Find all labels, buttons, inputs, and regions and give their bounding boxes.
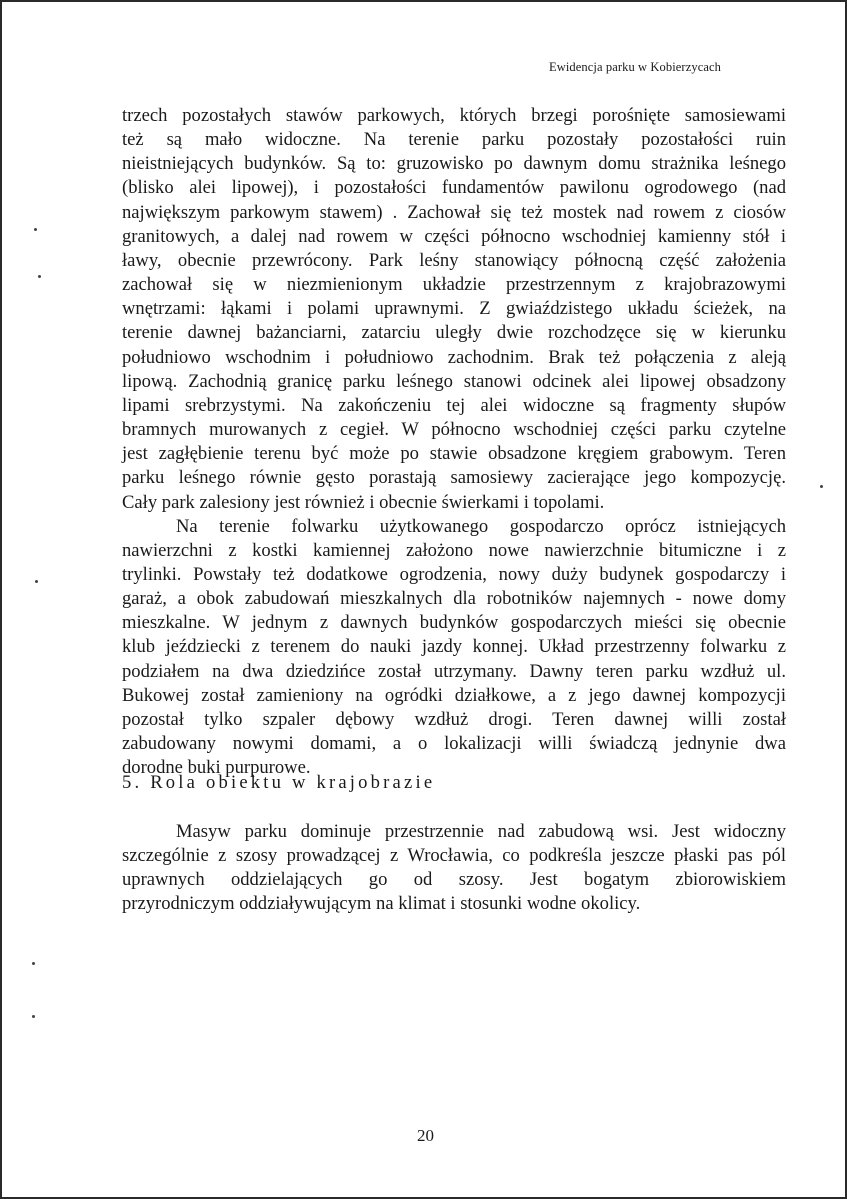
section-heading: 5. Rola obiektu w krajobrazie (122, 772, 436, 793)
text-line: trylinki. Powstały też dodatkowe ogrodzenia, nowy duży budynek gospodarczy i (122, 563, 786, 585)
text-line: dorodne buki purpurowe. (122, 757, 311, 779)
text-line: Masyw parku dominuje przestrzennie nad zabudową wsi. Jest widoczny (176, 821, 786, 842)
running-header: Ewidencja parku w Kobierzycach (548, 60, 721, 74)
text-line: uprawnych oddzielających go od szosy. Jest bogatym zbiorowiskiem (122, 869, 786, 891)
page-number: 20 (417, 1126, 434, 1145)
text-line: bramnych murowanych z cegieł. W północno wschodniej części parku czytelne (122, 419, 786, 441)
text-line: (blisko alei lipowej), i pozostałości fundamentów pawilonu ogrodowego (nad (122, 177, 786, 199)
text-line: podziałem na dwa dziedzińce został utrzymany. Dawny teren parku wzdłuż ul. (122, 660, 786, 682)
scan-speck (32, 962, 35, 965)
section-body (122, 820, 786, 917)
text-line: jest zagłębienie terenu być może po stawie obsadzone kręgiem grabowym. Teren (122, 443, 786, 465)
text-line: terenie dawnej bażanciarni, zatarciu uległy dwie rozchodzęce się w kierunku (122, 322, 786, 344)
scan-speck (34, 228, 37, 231)
text-line: pozostał tylko szpaler dębowy wzdłuż drogi. Teren dawnej willi został (122, 708, 786, 730)
scan-speck (32, 1015, 35, 1018)
text-line: trzech pozostałych stawów parkowych, których brzegi porośnięte samosiewami (122, 105, 786, 126)
text-line: Bukowej został zamieniony na ogródki działkowe, a z jego dawnej kompozycji (122, 684, 786, 706)
text-line: nawierzchni z kostki kamiennej założono nowe nawierzchnie bitumiczne i z (122, 539, 786, 561)
text-line: granitowych, a dalej nad rowem w części północno wschodniej kamienny stół i (122, 225, 786, 247)
scan-speck (820, 485, 823, 488)
scan-speck (38, 275, 41, 278)
text-line: klub jeździecki z terenem do nauki jazdy konnej. Układ przestrzenny folwarku z (122, 636, 786, 658)
text-line: garaż, a obok zabudowań mieszkalnych dla robotników najemnych - nowe domy (122, 588, 786, 610)
text-line: nieistniejących budynków. Są to: gruzowisko po dawnym domu strażnika leśnego (122, 153, 786, 175)
scan-speck (35, 580, 38, 583)
text-line: mieszkalne. W jednym z dawnych budynków gospodarczych mieści się obecnie (122, 612, 786, 634)
text-line: lipową. Zachodnią granicę parku leśnego stanowi odcinek alei lipowej obsadzony (122, 370, 786, 392)
text-line: lipami srebrzystymi. Na zakończeniu tej alei widoczne są fragmenty słupów (122, 394, 786, 416)
text-line: największym parkowym stawem) . Zachował się też mostek nad rowem z ciosów (122, 201, 786, 223)
text-line: wnętrzami: łąkami i polami uprawnymi. Z gwiaździstego układu ścieżek, na (122, 298, 786, 320)
text-line: zachował się w niezmienionym układzie przestrzennym z krajobrazowymi (122, 274, 786, 296)
text-line: parku leśnego równie gęsto porastają samosiewy zacierające jego kompozycję. (122, 467, 786, 489)
text-line: Na terenie folwarku użytkowanego gospodarczo oprócz istniejących (176, 515, 786, 537)
text-line: przyrodniczym oddziaływującym na klimat i stosunki wodne okolicy. (122, 893, 641, 915)
text-line: też są mało widoczne. Na terenie parku pozostały pozostałości ruin (122, 129, 786, 151)
text-line: ławy, obecnie przewrócony. Park leśny stanowiący północną część założenia (122, 249, 786, 271)
text-line: Cały park zalesiony jest również i obecnie świerkami i topolami. (122, 491, 605, 513)
text-line: szczególnie z szosy prowadzącej z Wrocławia, co podkreśla jeszcze płaski pas pól (122, 845, 786, 867)
body-text (122, 104, 786, 780)
text-line: zabudowany nowymi domami, a o lokalizacji willi świadczą jednynie dwa (122, 733, 786, 755)
text-line: południowo wschodnim i południowo zachodnim. Brak też połączenia z aleją (122, 346, 786, 368)
